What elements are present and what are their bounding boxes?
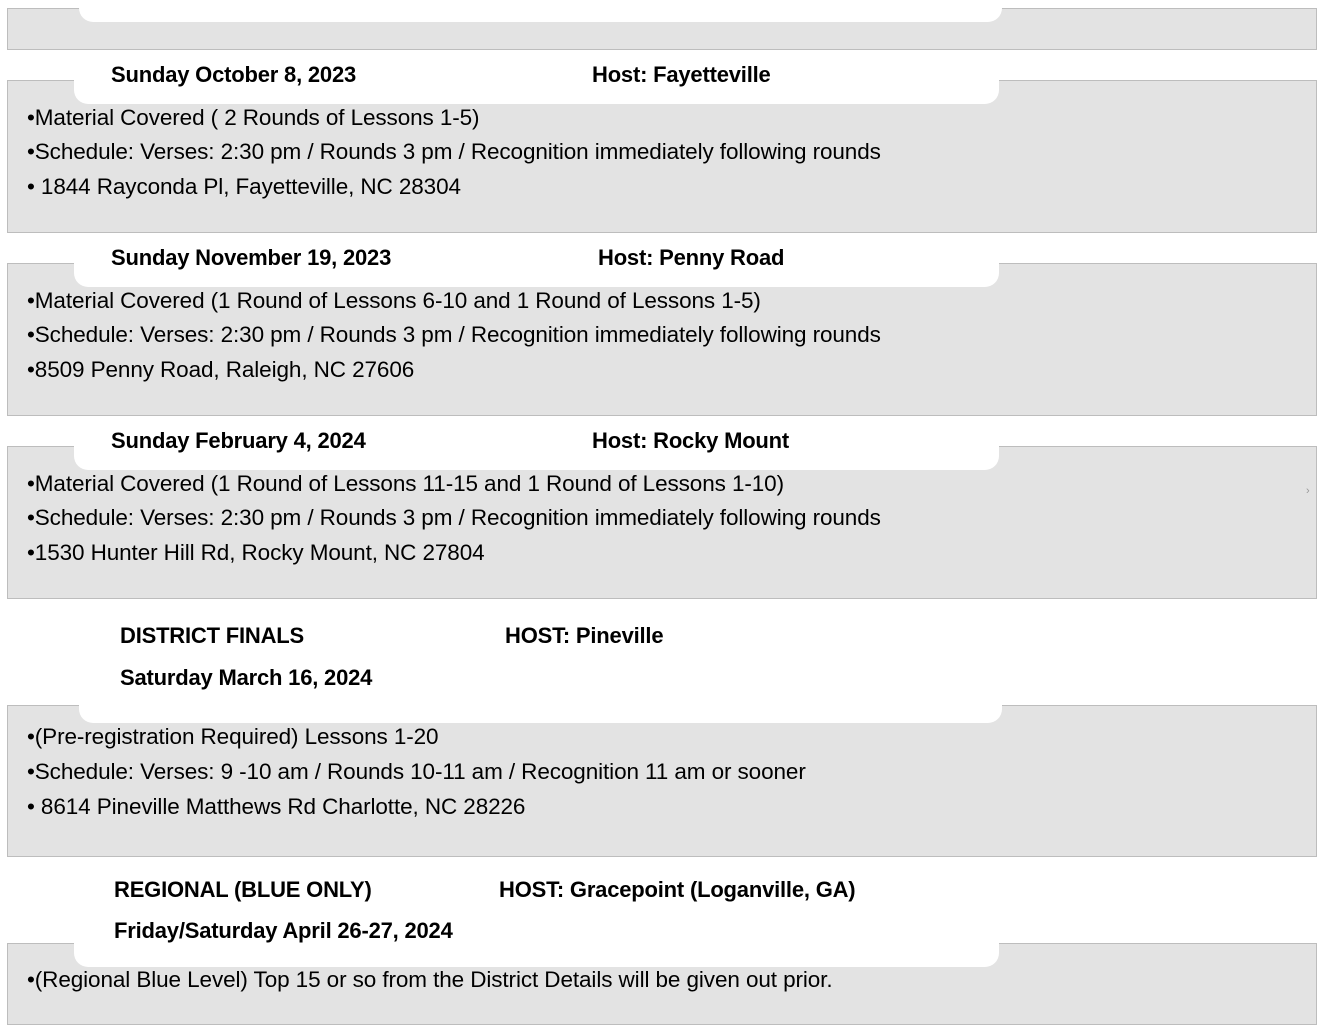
event-host: HOST: Pineville [505, 623, 664, 648]
event-schedule: •Schedule: Verses: 9 -10 am / Rounds 10-11 am / Recognition 11 am or sooner [27, 759, 806, 784]
event-date: Sunday February 4, 2024 [111, 428, 366, 453]
event-host: HOST: Gracepoint (Loganville, GA) [499, 877, 856, 902]
event-material: •(Regional Blue Level) Top 15 or so from the District Details will be given out prior. [27, 967, 833, 992]
event-tab-previous [79, 0, 1002, 22]
event-title: REGIONAL (BLUE ONLY) [114, 877, 372, 902]
event-address: • 8614 Pineville Matthews Rd Charlotte, NC 28226 [27, 794, 526, 819]
event-date: Saturday March 16, 2024 [120, 665, 373, 690]
event-tab-district-finals [79, 600, 1002, 723]
chevron-right-icon: › [1306, 485, 1310, 497]
event-date: Sunday November 19, 2023 [111, 245, 392, 270]
event-host: Host: Rocky Mount [592, 428, 790, 453]
event-schedule: •Schedule: Verses: 2:30 pm / Rounds 3 pm / Recognition immediately following rounds [27, 505, 881, 530]
event-material: •Material Covered (1 Round of Lessons 11-15 and 1 Round of Lessons 1-10) [27, 471, 784, 496]
event-date: Friday/Saturday April 26-27, 2024 [114, 918, 453, 943]
event-date: Sunday October 8, 2023 [111, 62, 357, 87]
event-tab-regional [74, 858, 999, 967]
event-address: •1530 Hunter Hill Rd, Rocky Mount, NC 27804 [27, 540, 485, 565]
event-schedule: •Schedule: Verses: 2:30 pm / Rounds 3 pm / Recognition immediately following rounds [27, 322, 881, 347]
event-address: •8509 Penny Road, Raleigh, NC 27606 [27, 357, 415, 382]
event-host: Host: Penny Road [598, 245, 785, 270]
event-material: •Material Covered ( 2 Rounds of Lessons 1-5) [27, 105, 480, 130]
event-schedule: •Schedule: Verses: 2:30 pm / Rounds 3 pm / Recognition immediately following rounds [27, 139, 881, 164]
event-material: •Material Covered (1 Round of Lessons 6-10 and 1 Round of Lessons 1-5) [27, 288, 761, 313]
event-address: • 1844 Rayconda Pl, Fayetteville, NC 28304 [27, 174, 461, 199]
event-host: Host: Fayetteville [592, 62, 771, 87]
event-title: DISTRICT FINALS [120, 623, 304, 648]
event-material: •(Pre-registration Required) Lessons 1-20 [27, 724, 439, 749]
